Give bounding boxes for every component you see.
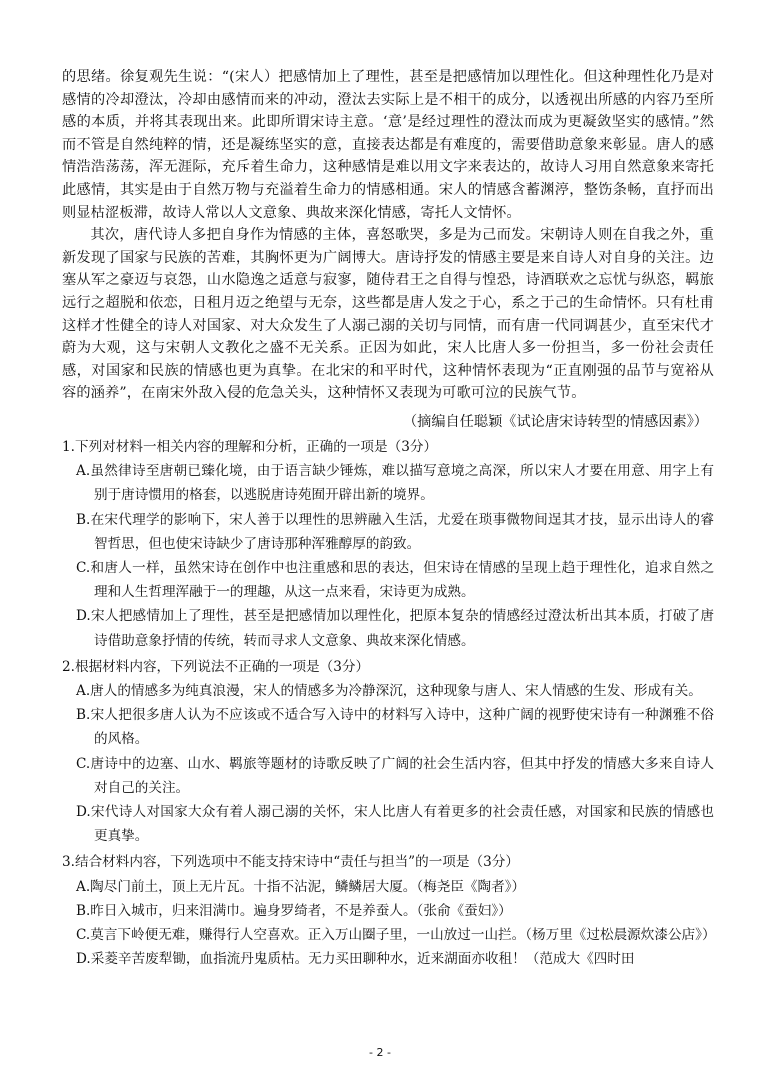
option-d: D.宋代诗人对国家大众有着人溺己溺的关怀，宋人比唐人有着更多的社会责任感，对国家和民族的情感也更真挚。 [76, 803, 714, 845]
passage-paragraph: 其次，唐代诗人多把自身作为情感的主体，喜怒歌哭，多是为己而发。宋朝诗人则在自我之外，重新发现了国家与民族的苦难，其胸怀更为广阔博大。唐诗抒发的情感主要是来自诗人对自身的关注。边塞从军之豪迈与哀怨，山水隐逸之适意与寂寥，随侍君王之自得与惶恐，诗酒联欢之忘忧与纵恣，羁旅远行之超脱和依恋，日租月迈之绝望与无奈，这些都是唐人发之于心，系之于己的生命情怀。只有杜甫这样才性健全的诗人对国家、对大众发生了人溺己溺的关切与同情，而有唐一代同调甚少，直至宋代才蔚为大观，这与宋朝人文教化之盛不无关系。正因为如此，宋人比唐人多一份担当，多一份社会责任感，对国家和民族的情感也更为真挚。在北宋的和平时代，这种情怀表现为“正直刚强的品节与宽裕从容的涵养”，在南宋外敌入侵的危急关头，这种情怀又表现为可歌可泣的民族气节。 [62, 227, 714, 402]
option-a: A.唐人的情感多为纯真浪漫，宋人的情感多为冷静深沉，这种现象与唐人、宋人情感的生发、形成有关。 [76, 682, 702, 699]
question-stem: 2.根据材料内容，下列说法不正确的一项是（3分） [62, 658, 370, 675]
option-d: D.宋人把感情加上了理性，甚至是把感情加以理性化，把原本复杂的情感经过澄汰析出其本质，打破了唐诗借助意象抒情的传统，转而寻求人文意象、典故来深化情感。 [76, 608, 714, 649]
passage-paragraph: 的思绪。徐复观先生说：“(宋人）把感情加上了理性，甚至是把感情加以理性化。但这种理性化乃是对感情的冷却澄汰，冷却由感情而来的冲动，澄汰去实际上是不相干的成分，以透视出所感的内容乃至所感的本质，并将其表现出来。此即所谓宋诗主意。‘意’是经过理性的澄汰而成为更凝敛坚实的感情。”然而不管是自然纯粹的情，还是凝练坚实的意，直接表达都是有难度的，需要借助意象来彰显。唐人的感情浩浩荡荡，浑无涯际，充斥着生命力，这种感情是难以用文字来表达的，故诗人习用自然意象来寄托此感情，其实是由于自然万物与充溢着生命力的情感相通。宋人的情感含蓄渊渟，整饬条畅，直抒而出则显枯涩板滞，故诗人常以人文意象、典故来深化情感，寄托人文情怀。 [62, 69, 714, 221]
option-c: C.莫言下岭便无难，赚得行人空喜欢。正入万山圈子里，一山放过一山拦。（杨万里《过松晨源炊漆公店》） [76, 926, 716, 943]
document-page [62, 66, 714, 971]
option-b: B.宋人把很多唐人认为不应该或不适合写入诗中的材料写入诗中，这种广阔的视野使宋诗有一种渊雅不俗的风格。 [76, 707, 714, 748]
option-a: A.陶尽门前土，顶上无片瓦。十指不沾泥，鳞鳞居大厦。（梅尧臣《陶者》） [76, 878, 526, 895]
option-c: C.和唐人一样，虽然宋诗在创作中也注重感和思的表达，但宋诗在情感的呈现上趋于理性化，追求自然之理和人生哲理浑融于一的理趣，从这一点来看，宋诗更为成熟。 [76, 559, 714, 601]
page-number: - 2 - [369, 1046, 391, 1059]
option-b: B.在宋代理学的影响下，宋人善于以理性的思辨融入生活，尤爱在琐事微物间逞其才技，显示出诗人的睿智哲思，但也使宋诗缺少了唐诗那种浑雅醇厚的韵致。 [76, 511, 714, 552]
option-c: C.唐诗中的边塞、山水、羁旅等题材的诗歌反映了广阔的社会生活内容，但其中抒发的情感大多来自诗人对自己的关注。 [76, 755, 714, 796]
question-1 [62, 435, 714, 653]
option-d: D.采菱辛苦废犁锄，血指流丹鬼质枯。无力买田聊种水，近来湖面亦收租！（范成大《四时田 [76, 951, 635, 968]
option-a: A.虽然律诗至唐朝已臻化境，由于语言缺少锤炼，难以描写意境之高深，所以宋人才要在用意、用字上有别于唐诗惯用的格套，以逃脱唐诗苑囿开辟出新的境界。 [76, 463, 714, 504]
option-b: B.昨日入城市，归来泪满巾。遍身罗绮者，不是养蚕人。（张俞《蚕妇》） [76, 902, 512, 919]
question-3 [62, 850, 714, 971]
question-stem: 1.下列对材料一相关内容的理解和分析，正确的一项是（3分） [62, 438, 438, 455]
question-stem: 3.结合材料内容，下列选项中不能支持宋诗中“责任与担当”的一项是（3分） [62, 854, 519, 871]
passage-source: （摘编自任聪颖《试论唐宋诗转型的情感因素》） [402, 413, 708, 430]
question-2 [62, 655, 714, 849]
